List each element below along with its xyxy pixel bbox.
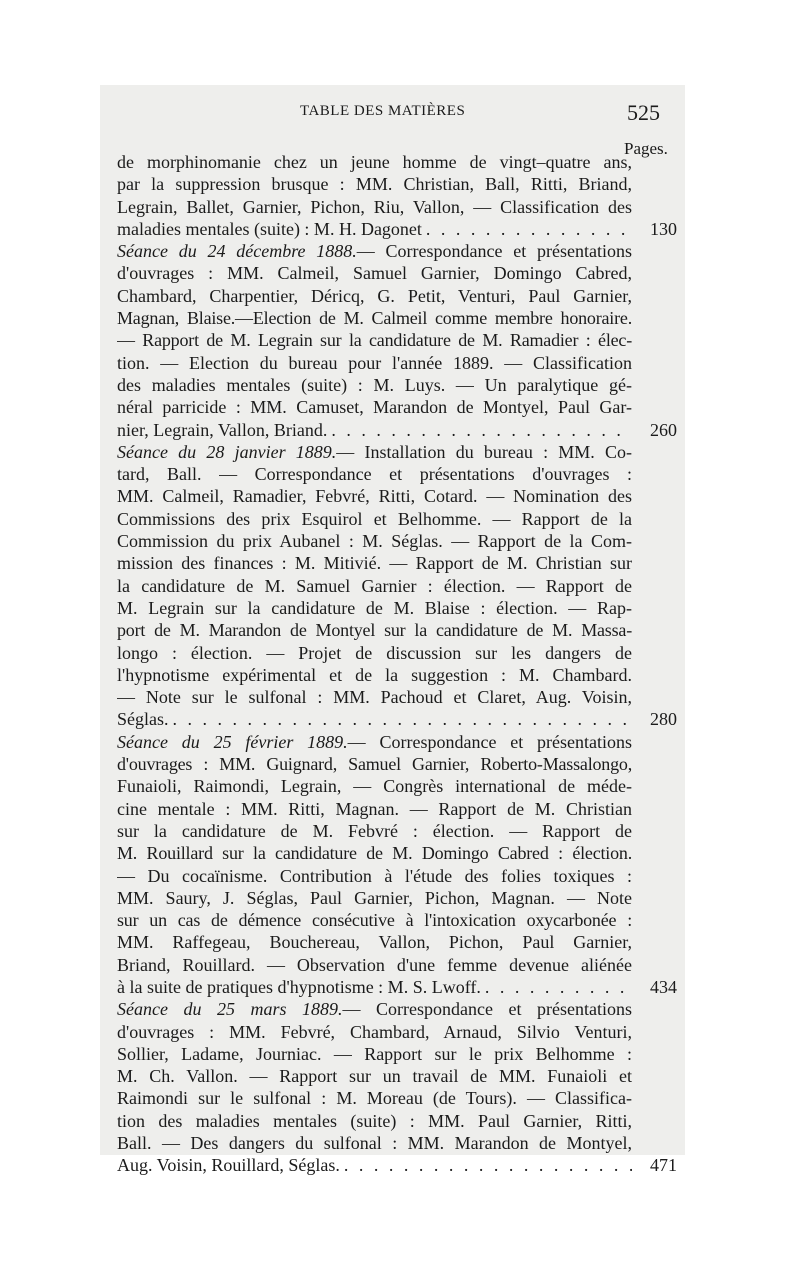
table-of-contents — [117, 151, 677, 1177]
entry-last-line — [117, 708, 632, 730]
entry-line: maladies mentales (suite) : M. H. Dagonet — [117, 218, 422, 239]
entry-line: port de M. Marandon de Montyel sur la candidature de M. Massa- — [117, 620, 632, 641]
entry-last-line — [117, 218, 632, 240]
entry-first-line — [117, 240, 632, 262]
entry-line: cine mentale : MM. Ritti, Magnan. — Rapport de M. Christian — [117, 798, 632, 819]
entry-page-number: 471 — [650, 1155, 677, 1176]
dot-leader — [344, 1154, 632, 1176]
entry-line: tion des maladies mentales (suite) : MM. Paul Garnier, Ritti, — [117, 1110, 632, 1131]
entry-page-number: 130 — [650, 218, 677, 239]
toc-entry — [117, 731, 677, 999]
entry-page-number: 260 — [650, 419, 677, 440]
entry-line: Raimondi sur le sulfonal : M. Moreau (de Tours). — Classifica- — [117, 1088, 632, 1109]
dot-leader — [331, 419, 632, 441]
entry-last-line — [117, 976, 632, 998]
entry-line: mission des finances : M. Mitivié. — Rapport de M. Christian sur — [117, 553, 632, 574]
entry-line: Commission du prix Aubanel : M. Séglas. — Rapport de la Com- — [117, 531, 632, 552]
toc-entry — [117, 998, 677, 1176]
dot-leader — [173, 708, 633, 730]
entry-line: d'ouvrages : MM. Febvré, Chambard, Arnaud, Silvio Venturi, — [117, 1021, 632, 1042]
entry-line: — Correspondance et présentations — [347, 731, 632, 752]
entry-line: Commissions des prix Esquirol et Belhomme. — Rapport de la — [117, 508, 632, 529]
page-number: 525 — [627, 100, 660, 125]
dot-leader — [485, 976, 632, 998]
entry-line: MM. Saury, J. Séglas, Paul Garnier, Pichon, Magnan. — Note — [117, 887, 632, 908]
entry-line: tion. — Election du bureau pour l'année 1889. — Classification — [117, 352, 632, 373]
entry-line: — Correspondance et présentations — [356, 241, 632, 262]
entry-line: MM. Raffegeau, Bouchereau, Vallon, Pichon, Paul Garnier, — [117, 932, 632, 953]
entry-line: néral parricide : MM. Camuset, Marandon de Montyel, Paul Gar- — [117, 397, 632, 418]
entry-line: à la suite de pratiques d'hypnotisme : M. S. Lwoff. — [117, 976, 481, 997]
entry-line: M. Ch. Vallon. — Rapport sur un travail de MM. Funaioli et — [117, 1066, 632, 1087]
session-title: Séance du 25 février 1889. — [117, 731, 348, 752]
entry-line: — Correspondance et présentations — [342, 999, 632, 1020]
entry-line: MM. Calmeil, Ramadier, Febvré, Ritti, Cotard. — Nomination des — [117, 486, 632, 507]
entry-line: longo : élection. — Projet de discussion sur les dangers de — [117, 642, 632, 663]
toc-entry — [117, 441, 677, 731]
toc-entry — [117, 240, 677, 441]
entry-last-line — [117, 1154, 632, 1176]
entry-line: nier, Legrain, Vallon, Briand. — [117, 419, 328, 440]
entry-line: Séglas. — [117, 709, 169, 730]
entry-line: d'ouvrages : MM. Calmeil, Samuel Garnier, Domingo Cabred, — [117, 263, 632, 284]
entry-page-number: 280 — [650, 709, 677, 730]
entry-line: M. Legrain sur la candidature de M. Blaise : élection. — Rap- — [117, 597, 632, 618]
entry-line: la candidature de M. Samuel Garnier : élection. — Rapport de — [117, 575, 632, 596]
entry-line: — Note sur le sulfonal : MM. Pachoud et Claret, Aug. Voisin, — [117, 687, 632, 708]
entry-line: par la suppression brusque : MM. Christian, Ball, Ritti, Briand, — [117, 174, 632, 195]
entry-line: — Du cocaïnisme. Contribution à l'étude des folies toxiques : — [117, 865, 632, 886]
entry-line: des maladies mentales (suite) : M. Luys. — Un paralytique gé- — [117, 374, 632, 395]
entry-first-line — [117, 998, 632, 1020]
entry-line: Sollier, Ladame, Journiac. — Rapport sur le prix Belhomme : — [117, 1043, 632, 1064]
entry-first-line — [117, 441, 632, 463]
running-head: TABLE DES MATIÈRES — [300, 103, 466, 119]
entry-line: — Installation du bureau : MM. Co- — [336, 441, 632, 462]
entry-line: tard, Ball. — Correspondance et présentations d'ouvrages : — [117, 464, 632, 485]
session-title: Séance du 28 janvier 1889. — [117, 441, 337, 462]
session-title: Séance du 25 mars 1889. — [117, 999, 343, 1020]
entry-line: — Rapport de M. Legrain sur la candidature de M. Ramadier : élec- — [117, 330, 632, 351]
entry-line: Funaioli, Raimondi, Legrain, — Congrès international de méde- — [117, 776, 632, 797]
entry-line: Aug. Voisin, Rouillard, Séglas. — [117, 1155, 340, 1176]
entry-line: Briand, Rouillard. — Observation d'une femme devenue aliénée — [117, 954, 632, 975]
entry-line: M. Rouillard sur la candidature de M. Domingo Cabred : élection. — [117, 843, 632, 864]
entry-line: de morphinomanie chez un jeune homme de vingt–quatre ans, — [117, 152, 632, 172]
entry-line: l'hypnotisme expérimental et de la suggestion : M. Chambard. — [117, 664, 632, 685]
pages-column-label: Pages. — [624, 139, 668, 158]
entry-last-line — [117, 419, 632, 441]
dot-leader — [426, 218, 632, 240]
entry-first-line — [117, 731, 632, 753]
session-title: Séance du 24 décembre 1888. — [117, 241, 357, 262]
entry-line: Legrain, Ballet, Garnier, Pichon, Riu, Vallon, — Classification des — [117, 196, 632, 217]
entry-page-number: 434 — [650, 976, 677, 997]
entry-line: sur la candidature de M. Febvré : élection. — Rapport de — [117, 820, 632, 841]
entry-line: Chambard, Charpentier, Déricq, G. Petit, Venturi, Paul Garnier, — [117, 285, 632, 306]
entry-line: Magnan, Blaise.—Election de M. Calmeil comme membre honoraire. — [117, 308, 632, 329]
entry-line: Ball. — Des dangers du sulfonal : MM. Marandon de Montyel, — [117, 1133, 632, 1154]
entry-line: sur un cas de démence consécutive à l'intoxication oxycarbonée : — [117, 910, 632, 931]
entry-line: d'ouvrages : MM. Guignard, Samuel Garnier, Roberto-Massalongo, — [117, 754, 632, 775]
toc-entry — [117, 151, 677, 240]
